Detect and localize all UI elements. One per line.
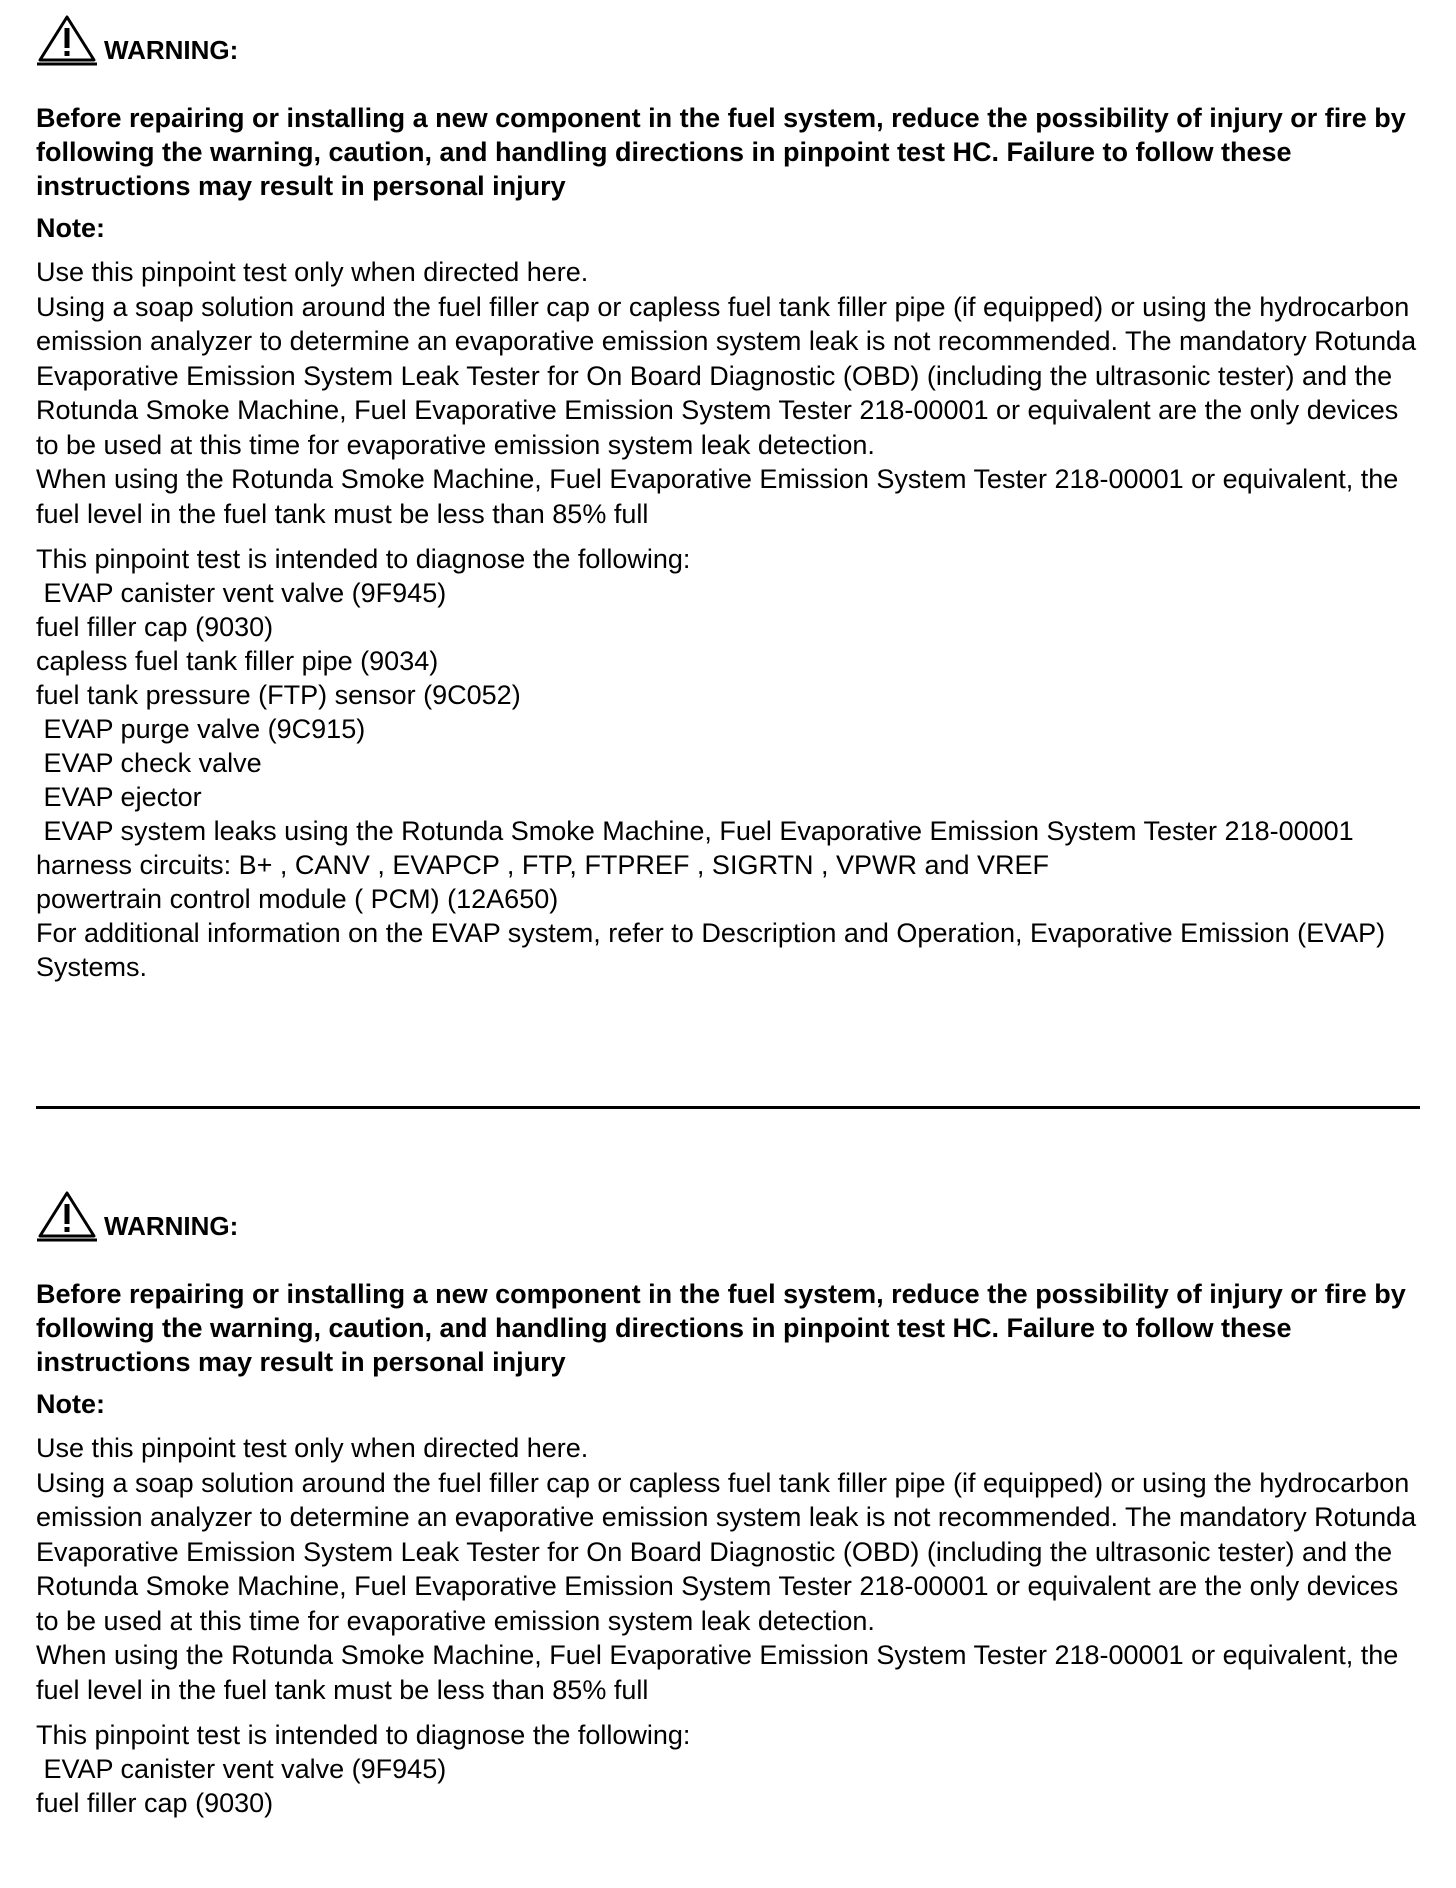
notes-block	[36, 1431, 1426, 1707]
diagnose-intro: This pinpoint test is intended to diagnose the following:	[36, 1720, 691, 1750]
diagnose-item: capless fuel tank filler pipe (9034)	[36, 646, 439, 676]
note-paragraph: When using the Rotunda Smoke Machine, Fuel Evaporative Emission System Tester 218-00001 or equivalent, the fuel level in the fuel tank must be less than 85% full	[36, 1640, 1399, 1705]
diagnose-item: EVAP canister vent valve (9F945)	[36, 578, 447, 608]
diagnose-item: EVAP check valve	[36, 748, 262, 778]
diagnose-item: harness circuits: B+ , CANV , EVAPCP , FTP, FTPREF , SIGRTN , VPWR and VREF	[36, 850, 1050, 880]
warning-label: WARNING:	[104, 35, 239, 65]
note-label: Note:	[36, 1389, 105, 1419]
note-paragraph: Using a soap solution around the fuel filler cap or capless fuel tank filler pipe (if equipped) or using the hydrocarbon emission analyzer to determine an evaporative emission system leak is not recommended. The mandatory Rotunda Evaporative Emission System Leak Tester for On Board Diagnostic (OBD) (including the ultrasonic tester) and the Rotunda Smoke Machine, Fuel Evaporative Emission System Tester 218-00001 or equivalent are the only devices to be used at this time for evaporative emission system leak detection.	[36, 1467, 1417, 1636]
warning-section-1	[36, 10, 1426, 984]
diagnose-item: fuel filler cap (9030)	[36, 1788, 274, 1818]
note-paragraph: When using the Rotunda Smoke Machine, Fuel Evaporative Emission System Tester 218-00001 or equivalent, the fuel level in the fuel tank must be less than 85% full	[36, 464, 1399, 529]
note-paragraph: Using a soap solution around the fuel filler cap or capless fuel tank filler pipe (if equipped) or using the hydrocarbon emission analyzer to determine an evaporative emission system leak is not recommended. The mandatory Rotunda Evaporative Emission System Leak Tester for On Board Diagnostic (OBD) (including the ultrasonic tester) and the Rotunda Smoke Machine, Fuel Evaporative Emission System Tester 218-00001 or equivalent are the only devices to be used at this time for evaporative emission system leak detection.	[36, 291, 1417, 460]
diagnose-item: EVAP purge valve (9C915)	[36, 714, 366, 744]
warning-text: Before repairing or installing a new component in the fuel system, reduce the possibility of injury or fire by following the warning, caution, and handling directions in pinpoint test HC. Failure to follow these instructions may result in personal injury	[36, 1279, 1406, 1377]
diagnose-item: For additional information on the EVAP system, refer to Description and Operation, Evaporative Emission (EVAP) Systems.	[36, 918, 1393, 982]
note-paragraph: Use this pinpoint test only when directed here.	[36, 257, 589, 287]
diagnose-list	[36, 1718, 1426, 1820]
notes-block	[36, 255, 1426, 531]
diagnose-item: EVAP system leaks using the Rotunda Smoke Machine, Fuel Evaporative Emission System Tester 218-00001	[36, 816, 1354, 846]
warning-header	[36, 10, 1426, 66]
warning-header	[36, 1186, 1426, 1242]
diagnose-item: EVAP canister vent valve (9F945)	[36, 1754, 447, 1784]
diagnose-item: EVAP ejector	[36, 782, 202, 812]
warning-text: Before repairing or installing a new component in the fuel system, reduce the possibility of injury or fire by following the warning, caution, and handling directions in pinpoint test HC. Failure to follow these instructions may result in personal injury	[36, 103, 1406, 201]
diagnose-item: powertrain control module ( PCM) (12A650)	[36, 884, 559, 914]
diagnose-item: fuel tank pressure (FTP) sensor (9C052)	[36, 680, 521, 710]
warning-section-2	[36, 1186, 1426, 1820]
diagnose-item: fuel filler cap (9030)	[36, 612, 274, 642]
diagnose-list	[36, 542, 1426, 984]
warning-triangle-icon	[36, 1190, 98, 1242]
diagnose-intro: This pinpoint test is intended to diagnose the following:	[36, 544, 691, 574]
warning-triangle-icon	[36, 14, 98, 66]
section-divider	[36, 1106, 1420, 1109]
warning-label: WARNING:	[104, 1211, 239, 1241]
note-label: Note:	[36, 213, 105, 243]
note-paragraph: Use this pinpoint test only when directed here.	[36, 1433, 589, 1463]
